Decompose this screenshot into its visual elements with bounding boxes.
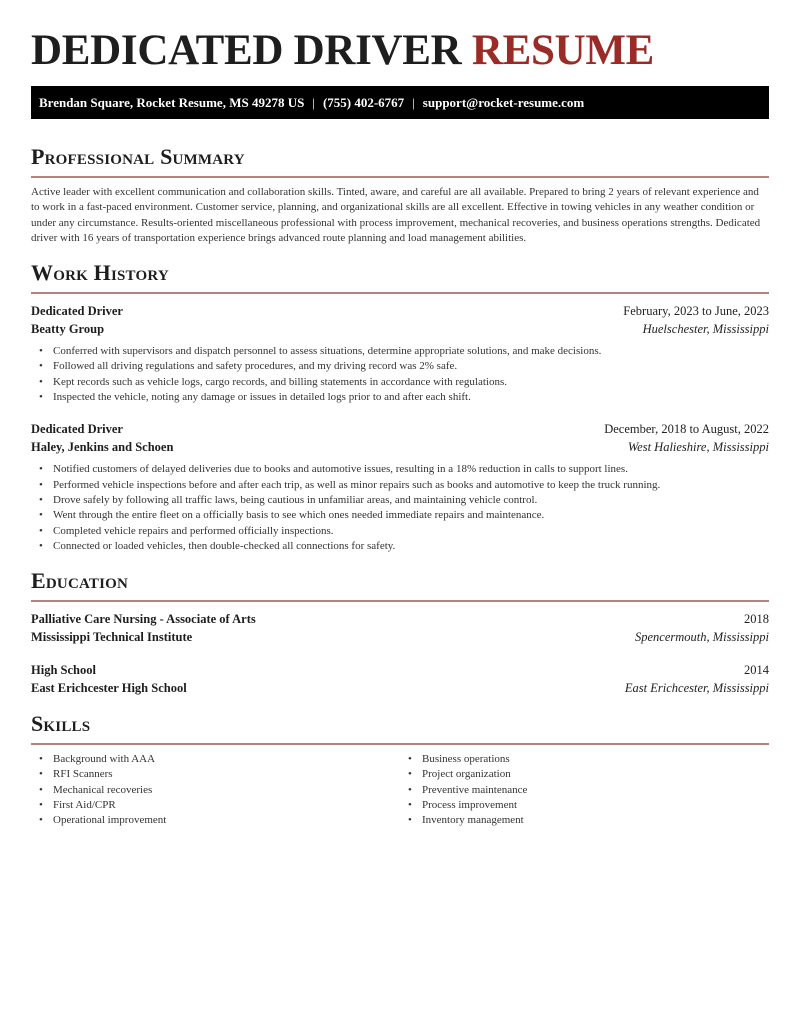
section-divider <box>31 176 769 178</box>
section-divider <box>31 743 769 745</box>
education-school: East Erichcester High School <box>31 681 187 696</box>
job-bullet: • Connected or loaded vehicles, then double-checked all connections for safety. <box>53 539 769 554</box>
work-history-section <box>31 260 769 554</box>
resume-page <box>31 0 769 829</box>
contact-email[interactable]: support@rocket-resume.com <box>422 94 585 110</box>
job-bullet: • Completed vehicle repairs and performed officially inspections. <box>53 524 769 539</box>
section-heading-work-history: Work History <box>31 260 169 286</box>
skill-item: • Mechanical recoveries <box>53 783 400 798</box>
summary-section <box>31 144 769 246</box>
education-entry <box>31 661 769 697</box>
skill-item: • Project organization <box>422 767 769 782</box>
skills-section <box>31 711 769 828</box>
education-year: 2014 <box>744 663 769 678</box>
job-bullet: • Drove safely by following all traffic laws, being cautious in unfamiliar areas, and maintaining vehicle control. <box>53 493 769 508</box>
job-bullet: • Performed vehicle inspections before and after each trip, as well as minor repairs such as books and automotive to keep the truck running. <box>53 478 769 493</box>
contact-phone: (755) 402-6767 <box>322 94 405 110</box>
summary-text: Active leader with excellent communication and collaboration skills. Tinted, aware, and careful are all available. Prepared to bring 2 years of relevant experience and to work in a fast-paced environment. Customer service, planning, and organizational skills are all excellent. Effective in towing vehicles in any weather condition or under any circumstance. Results-oriented miscellaneous professional with process improvement, mechanical recoveries, and business operations strengths. Dedicated driver with 16 years of transportation experience brings advanced route planning and load management abilities. <box>31 186 761 244</box>
job-location: Huelschester, Mississippi <box>642 322 769 337</box>
education-location: East Erichcester, Mississippi <box>624 681 769 696</box>
contact-address: Brendan Square, Rocket Resume, MS 49278 US <box>39 94 305 110</box>
job-bullet: • Kept records such as vehicle logs, cargo records, and billing statements in accordance with regulations. <box>53 375 769 390</box>
job-bullet: • Inspected the vehicle, noting any damage or issues in detailed logs prior to and after each shift. <box>53 390 769 405</box>
job-title-row <box>31 420 769 438</box>
section-divider <box>31 600 769 602</box>
education-entry <box>31 610 769 646</box>
education-degree-row <box>31 661 769 679</box>
education-degree-row <box>31 610 769 628</box>
section-divider <box>31 292 769 294</box>
education-degree: High School <box>31 663 96 678</box>
education-degree: Palliative Care Nursing - Associate of Arts <box>31 612 256 627</box>
job-bullet: • Notified customers of delayed deliveries due to books and automotive issues, resulting in a 18% reduction in calls to support lines. <box>53 462 769 477</box>
education-year: 2018 <box>744 612 769 627</box>
job-title: Dedicated Driver <box>31 304 123 319</box>
job-title-row <box>31 302 769 320</box>
education-school: Mississippi Technical Institute <box>31 630 193 645</box>
education-school-row <box>31 628 769 646</box>
section-heading-summary: Professional Summary <box>31 144 245 169</box>
job-dates: December, 2018 to August, 2022 <box>604 422 769 437</box>
contact-bar <box>31 86 769 119</box>
job-company: Haley, Jenkins and Schoen <box>31 440 174 455</box>
section-heading-education: Education <box>31 568 129 594</box>
job-bullet: • Conferred with supervisors and dispatch personnel to assess situations, determine appropriate solutions, and make decisions. <box>53 344 769 359</box>
title-main: DEDICATED DRIVER <box>31 27 462 74</box>
skill-item: • Operational improvement <box>53 813 400 828</box>
job-bullet: • Went through the entire fleet on a officially basis to see which ones needed immediate repairs and maintenance. <box>53 508 769 523</box>
skill-item: • Background with AAA <box>53 752 400 767</box>
resume-title <box>31 0 769 76</box>
title-accent: RESUME <box>471 27 655 74</box>
skill-item: • First Aid/CPR <box>53 798 400 813</box>
job-dates: February, 2023 to June, 2023 <box>623 304 769 319</box>
skill-item: • Business operations <box>422 752 769 767</box>
job-title: Dedicated Driver <box>31 422 123 437</box>
skill-item: • Inventory management <box>422 813 769 828</box>
education-section <box>31 568 769 697</box>
job-bullet: • Followed all driving regulations and safety procedures, and my driving record was 2% safe. <box>53 359 769 374</box>
education-school-row <box>31 679 769 697</box>
job-entry <box>31 302 769 405</box>
job-location: West Halieshire, Mississippi <box>627 440 769 455</box>
skill-item: • Process improvement <box>422 798 769 813</box>
job-bullets <box>31 344 769 405</box>
job-company-row <box>31 320 769 338</box>
job-company-row <box>31 438 769 456</box>
contact-separator: | <box>412 94 415 110</box>
job-bullets <box>31 462 769 554</box>
skills-list-right <box>400 752 769 828</box>
skills-grid <box>31 752 769 828</box>
section-heading-skills: Skills <box>31 711 91 737</box>
job-company: Beatty Group <box>31 322 105 337</box>
skill-item: • Preventive maintenance <box>422 783 769 798</box>
skill-item: • RFI Scanners <box>53 767 400 782</box>
education-location: Spencermouth, Mississippi <box>634 630 769 645</box>
job-entry <box>31 420 769 554</box>
contact-separator: | <box>312 94 315 110</box>
skills-list-left <box>31 752 400 828</box>
